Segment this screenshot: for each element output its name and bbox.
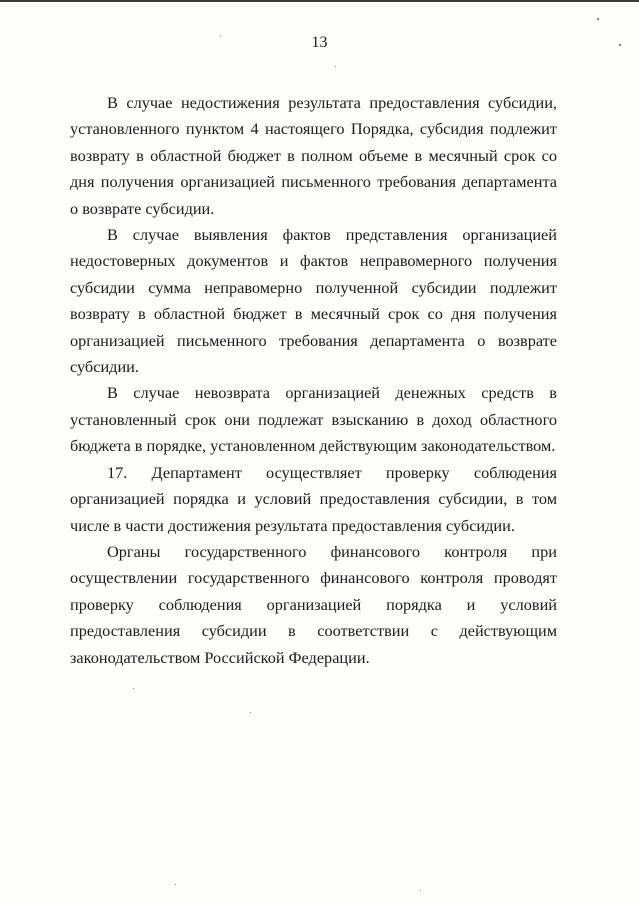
paragraph: В случае выявления фактов представления организацией недостоверных документов и фактов неправомерного получения субсидии сумма неправомерно полученной субсидии подлежит возврату в областной бюджет в месячный срок со дня получения организацией письменного требования департамента о возврате субсидии. — [70, 225, 557, 377]
scan-speck — [335, 66, 336, 67]
scan-speck — [250, 712, 251, 713]
scan-speck — [597, 18, 599, 20]
scan-speck — [175, 884, 176, 885]
paragraph: В случае невозврата организацией денежных средств в установленный срок они подлежат взысканию в доход областного бюджета в порядке, установленном действующим законодательством. — [70, 383, 557, 456]
scan-speck — [133, 688, 134, 689]
paragraph: В случае недостижения результата предоставления субсидии, установленного пунктом 4 настоящего Порядка, субсидия подлежит возврату в областной бюджет в полном объеме в месячный срок со дня получения организацией письменного требования департамента о возврате субсидии. — [70, 93, 557, 218]
paragraph: 17. Департамент осуществляет проверку соблюдения организацией порядка и условий предоставления субсидии, в том числе в части достижения результата предоставления субсидии. — [70, 462, 557, 535]
document-body — [70, 90, 557, 671]
paragraph: Органы государственного финансового контроля при осуществлении государственного финансового контроля проводят проверку соблюдения организацией порядка и условий предоставления субсидии в соответствии с действующим законодательством Российской Федерации. — [70, 541, 557, 667]
page-number: 13 — [311, 34, 328, 51]
scan-speck — [420, 890, 421, 891]
scan-top-edge — [0, 0, 639, 2]
